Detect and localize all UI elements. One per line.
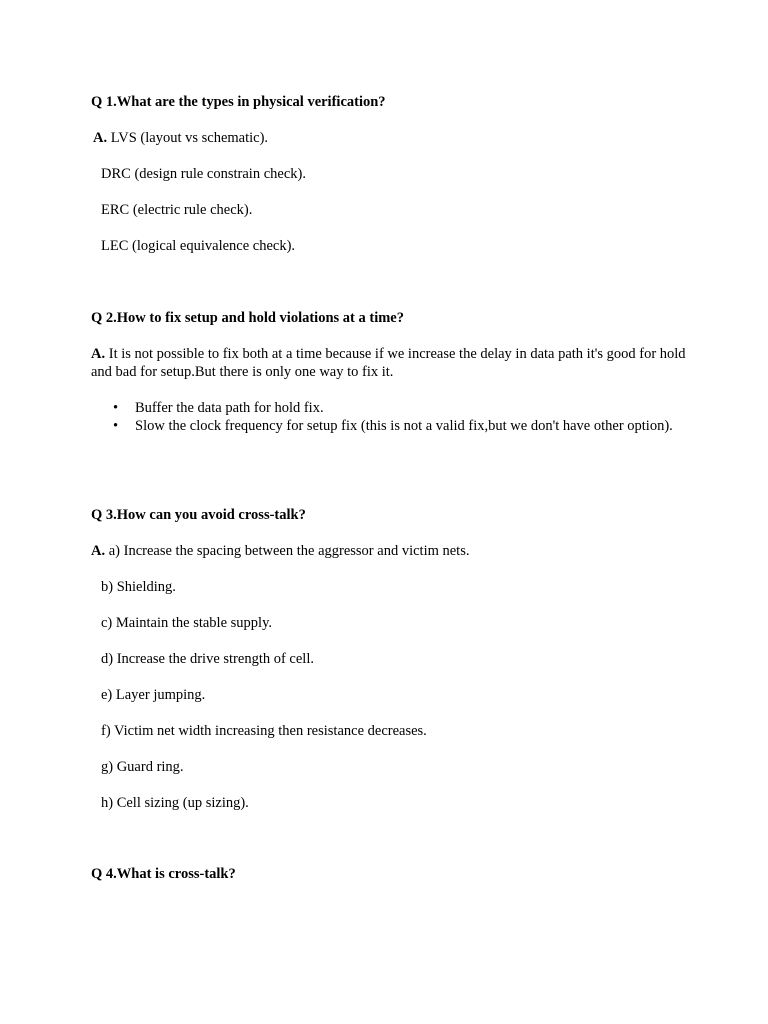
answer-2-paragraph <box>91 345 691 381</box>
answer-1-label: A. <box>93 130 108 146</box>
answer-2-bullet-list <box>113 399 673 435</box>
answer-3-first-line <box>91 542 469 560</box>
question-3: Q 3.How can you avoid cross-talk? <box>91 507 306 523</box>
answer-1-text: LVS (layout vs schematic). <box>107 130 269 146</box>
answer-3-line: c) Maintain the stable supply. <box>101 615 273 631</box>
answer-3-label: A. <box>91 543 106 559</box>
answer-3-line: d) Increase the drive strength of cell. <box>101 651 314 667</box>
question-4: Q 4.What is cross-talk? <box>91 866 236 882</box>
answer-1-line: ERC (electric rule check). <box>101 202 253 218</box>
answer-1-line: DRC (design rule constrain check). <box>101 166 306 182</box>
answer-2-text: It is not possible to fix both at a time because if we increase the delay in data path it's good for hold and bad for setup.But there is only one way to fix it. <box>91 346 686 380</box>
answer-3-line: g) Guard ring. <box>101 759 184 775</box>
question-2: Q 2.How to fix setup and hold violations at a time? <box>91 310 404 326</box>
answer-3-line: h) Cell sizing (up sizing). <box>101 795 249 811</box>
bullet-item: • Slow the clock frequency for setup fix (this is not a valid fix,but we don't have other option). <box>113 417 673 435</box>
answer-1-line: LEC (logical equivalence check). <box>101 238 296 254</box>
answer-3-line: b) Shielding. <box>101 579 176 595</box>
answer-3-line: f) Victim net width increasing then resistance decreases. <box>101 723 427 739</box>
answer-1-first-line <box>93 129 268 147</box>
question-1: Q 1.What are the types in physical verification? <box>91 94 386 110</box>
bullet-item: • Buffer the data path for hold fix. <box>113 399 673 417</box>
answer-3-line: e) Layer jumping. <box>101 687 206 703</box>
answer-3-text: a) Increase the spacing between the aggressor and victim nets. <box>105 543 470 559</box>
answer-2-label: A. <box>91 346 106 362</box>
